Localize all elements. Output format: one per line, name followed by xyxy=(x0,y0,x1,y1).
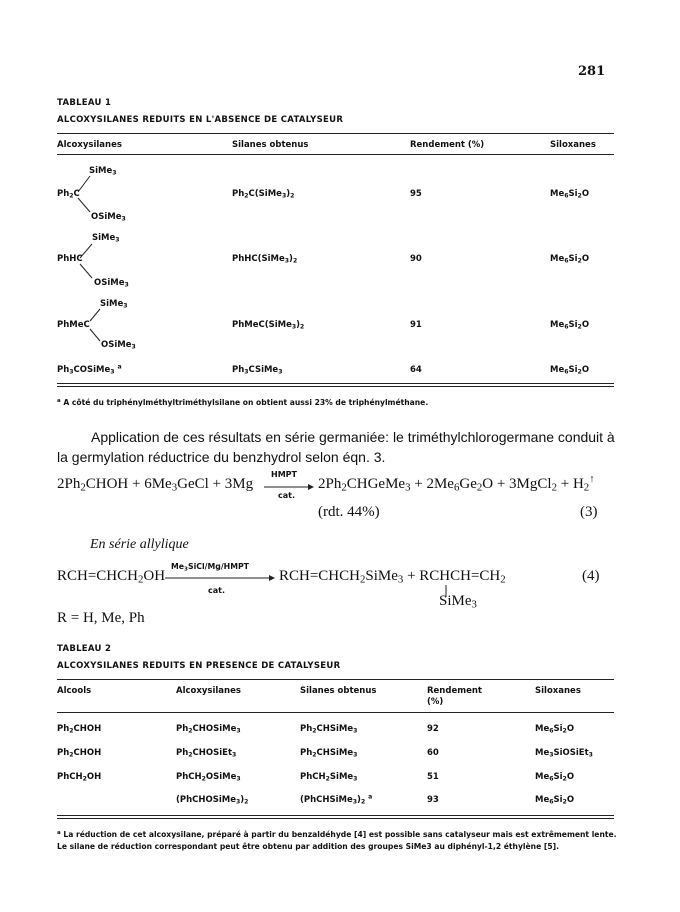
table1-header-siloxane: Siloxanes xyxy=(550,140,596,150)
table2-row4-footnote-mark: a xyxy=(368,793,373,801)
table2-row4-yield: 93 xyxy=(427,795,439,805)
paragraph: Application de ces résultats en série germaniée: le triméthylchlorogermane conduit à la germylation réductrice du benzhydrol selon éqn. 3. xyxy=(57,429,615,465)
table1-row4-silane: $Ph_3CSiMe_3$ xyxy=(232,365,283,376)
table1-row3-alkoxy: PhMeC xyxy=(57,320,90,330)
eq4-arrow-top: $Me_3SiCl/Mg$/HMPT xyxy=(171,562,249,573)
table1-row2-siloxane: $Me_6Si_2O$ xyxy=(550,254,590,265)
table2-row1-alcool: $Ph_2CHOH$ xyxy=(57,724,102,735)
table1-row1-alkoxy: $Ph_2C$ xyxy=(57,189,80,200)
table2-row1-yield: 92 xyxy=(427,724,439,734)
r-definition: R = H, Me, Ph xyxy=(57,610,145,626)
table2-row2-siloxane: $Me_3SiOSiEt_3$ xyxy=(535,748,593,759)
table1-row1-substituent-bottom: OSiMe$_3$ xyxy=(91,212,126,223)
table2-row3-alcool: PhCH$_2$OH xyxy=(57,772,102,783)
page-number: 281 xyxy=(578,64,606,79)
eq4-number: (4) xyxy=(582,568,600,584)
eq3-yield: (rdt. 44%) xyxy=(318,504,380,520)
table1-row3-yield: 91 xyxy=(410,320,422,330)
table1-row3-silane: $PhMeC(SiMe_3)_2$ xyxy=(232,320,305,331)
table2-footnote xyxy=(57,829,617,853)
table2-row4-siloxane: $Me_6Si_2O$ xyxy=(535,795,575,806)
table2-label: TABLEAU 2 xyxy=(57,644,112,654)
table1-row1-yield: 95 xyxy=(410,189,422,199)
table2-bottom-rule xyxy=(57,815,614,816)
eq3-arrow-bottom: cat. xyxy=(278,491,296,500)
table1-row3-substituent-bottom: OSiMe$_3$ xyxy=(101,340,136,351)
eq3-arrow-top: HMPT xyxy=(271,470,297,479)
table1-row2-substituent-bottom: OSiMe$_3$ xyxy=(94,278,129,289)
eq4-left: $RCH=CHCH_2OH$ xyxy=(57,568,166,586)
table2-row2-alcool: $Ph_2CHOH$ xyxy=(57,748,102,759)
eq4-arrow xyxy=(165,573,275,583)
table1-top-rule xyxy=(57,133,614,134)
table2-row4-silane: $(PhCHSiMe_3)_2$ $^a$ xyxy=(300,793,373,806)
eq3-number: (3) xyxy=(580,504,598,520)
table2-footnote-mark: a xyxy=(57,830,61,836)
table1-row1-silane: $Ph_2C(SiMe_3)_2$ xyxy=(232,189,295,200)
table2-footnote-text: La réduction de cet alcoxysilane, préparé à partir du benzaldéhyde [4] est possible sans catalyseur mais est extrêmement lente. Le silane de réduction correspondant peut être obtenu par addition des groupes SiMe3 au diphényl-1,2 éthylène [5]. xyxy=(57,830,617,851)
table1-row4-footnote-mark: a xyxy=(117,363,122,371)
table2-row2-silane: $Ph_2CHSiMe_3$ xyxy=(300,748,358,759)
table1-header-yield: Rendement (%) xyxy=(410,140,485,150)
table1-title: ALCOXYSILANES REDUITS EN L'ABSENCE DE CATALYSEUR xyxy=(57,115,344,125)
table1-bottom-rule xyxy=(57,383,614,384)
table1-row2-alkoxy: PhHC xyxy=(57,254,83,264)
table2-top-rule xyxy=(57,679,614,680)
table1-footnote-text: A côté du triphénylméthyltriméthylsilane on obtient aussi 23% de triphénylméthane. xyxy=(63,398,429,407)
table1-bottom-rule-2 xyxy=(57,386,614,387)
table2-row2-alkoxy: $Ph_2CHOSiEt_3$ xyxy=(176,748,237,759)
eq3-right: $2Ph_2CHGeMe_3 + 2Me_6Ge_2O$ + 3MgCl$_2$ + $H_2^↑$ xyxy=(318,473,595,494)
table2-row3-yield: 51 xyxy=(427,772,439,782)
eq4-sub-group: SiMe$_3$ xyxy=(439,593,477,611)
table1-footnote xyxy=(57,397,428,409)
table2-row3-alkoxy: PhCH$_2$OSiMe$_3$ xyxy=(176,772,241,783)
table2-row4-alkoxy: $(PhCHOSiMe_3)_2$ xyxy=(176,795,249,806)
table2-row1-silane: $Ph_2CHSiMe_3$ xyxy=(300,724,358,735)
table1-header-rule xyxy=(57,154,614,155)
table1-row1-siloxane: $Me_6Si_2O$ xyxy=(550,189,590,200)
table2-bottom-rule-2 xyxy=(57,818,614,819)
table1-row4-alkoxy: $Ph_3COSiMe_3$ $^a$ xyxy=(57,363,122,376)
table2-header-yield: Rendement (%) xyxy=(427,686,482,707)
table2-row1-alkoxy: $Ph_2CHOSiMe_3$ xyxy=(176,724,241,735)
table2-title: ALCOXYSILANES REDUITS EN PRESENCE DE CATALYSEUR xyxy=(57,661,341,671)
table1-row2-substituent-top: SiMe$_3$ xyxy=(92,233,120,244)
table1-header-silane: Silanes obtenus xyxy=(232,140,309,150)
table2-header-silane: Silanes obtenus xyxy=(300,686,377,696)
table2-row3-silane: PhCH$_2$SiMe$_3$ xyxy=(300,772,358,783)
table1-row3-siloxane: $Me_6Si_2O$ xyxy=(550,320,590,331)
table2-row1-siloxane: $Me_6Si_2O$ xyxy=(535,724,575,735)
table2-header-alkoxy: Alcoxysilanes xyxy=(176,686,241,696)
table2-row2-yield: 60 xyxy=(427,748,439,758)
eq4-arrow-bottom: cat. xyxy=(208,586,226,595)
table2-header-rule xyxy=(57,712,614,713)
table1-row3-substituent-top: SiMe$_3$ xyxy=(100,299,128,310)
eq4-right: $RCH=CHCH_2SiMe_3$ + $RCHCH=CH_2$ xyxy=(279,568,506,586)
table2-row3-siloxane: $Me_6Si_2O$ xyxy=(535,772,575,783)
table2-header-alcools: Alcools xyxy=(57,686,92,696)
table1-row2-silane: $PhHC(SiMe_3)_2$ xyxy=(232,254,298,265)
allyl-heading: En série allylique xyxy=(90,537,189,552)
table1-header-alkoxy: Alcoxysilanes xyxy=(57,140,122,150)
table2-header-siloxane: Siloxanes xyxy=(535,686,581,696)
table1-row4-yield: 64 xyxy=(410,365,422,375)
table1-footnote-mark: a xyxy=(57,398,61,404)
eq3-left: $2Ph_2CHOH$ + $6Me_3GeCl + 3Mg$ xyxy=(57,476,254,494)
table1-row1-substituent-top: SiMe$_3$ xyxy=(89,166,117,177)
table1-row2-yield: 90 xyxy=(410,254,422,264)
table1-row4-siloxane: $Me_6Si_2O$ xyxy=(550,365,590,376)
table1-label: TABLEAU 1 xyxy=(57,98,112,108)
